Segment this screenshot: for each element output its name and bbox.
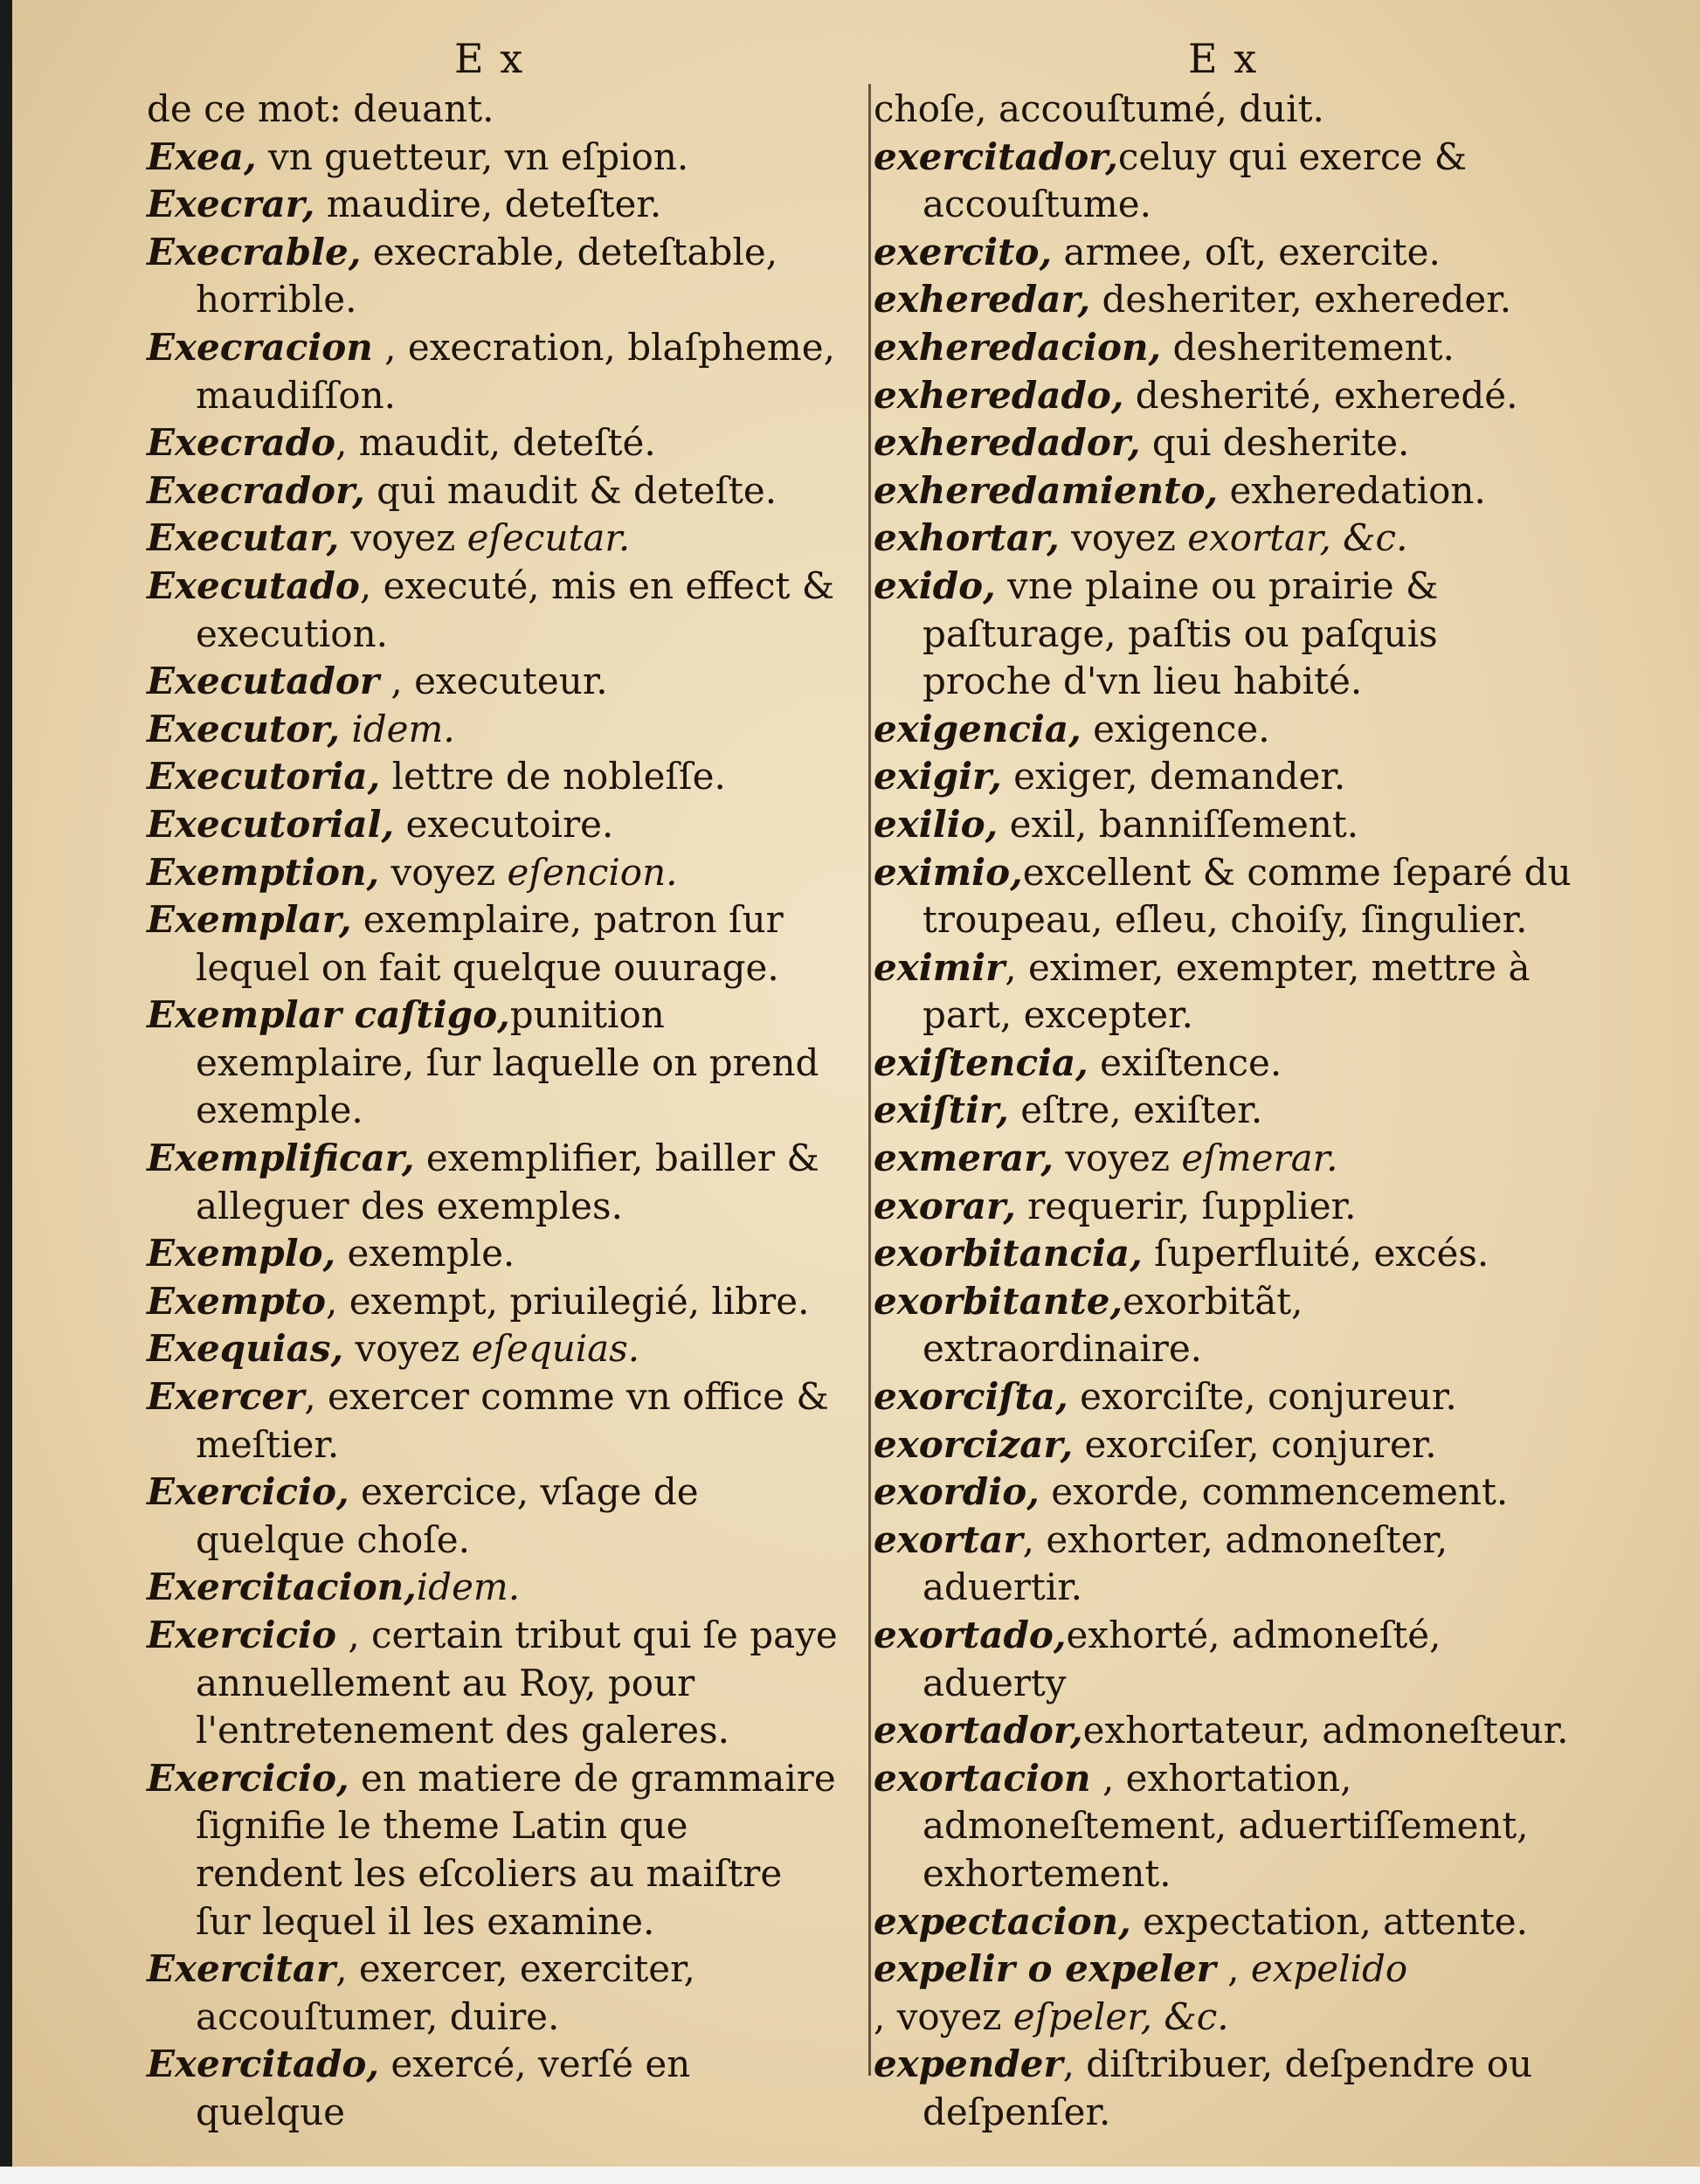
dictionary-entry <box>147 1946 846 2041</box>
definition: voyez <box>1053 1137 1182 1180</box>
definition: ſuperfluité, excés. <box>1142 1232 1489 1275</box>
headword: Exequias, <box>147 1327 344 1371</box>
definition: armee, oſt, exercite. <box>1052 230 1441 273</box>
definition: excellent & comme ſeparé du troupeau, eſleu, choiſy, ſingulier. <box>923 850 1572 942</box>
dictionary-entry <box>147 563 846 658</box>
cross-reference: expelido <box>1250 1947 1408 1991</box>
cross-reference: eſequias. <box>471 1327 640 1371</box>
dictionary-entry <box>874 1087 1572 1135</box>
headword: Exercitar <box>147 1947 336 1991</box>
headword: eximio, <box>874 850 1023 894</box>
headword: exilio, <box>874 802 999 846</box>
definition: expectation, attente. <box>1130 1899 1528 1943</box>
headword: Execrador, <box>147 468 365 512</box>
definition: desherité, exheredé. <box>1123 373 1518 417</box>
headword: exmerar, <box>874 1137 1054 1180</box>
dictionary-entry <box>147 419 846 467</box>
dictionary-entry <box>147 1373 846 1469</box>
dictionary-entry <box>147 753 846 801</box>
dictionary-entry <box>874 467 1572 515</box>
dictionary-entry <box>147 86 846 134</box>
cross-reference: idem. <box>416 1565 521 1609</box>
dictionary-entry <box>147 849 846 897</box>
headword: Executar, <box>147 516 340 560</box>
definition: exiſtence. <box>1088 1040 1282 1084</box>
headword: exortador, <box>874 1709 1083 1752</box>
dictionary-entry <box>874 1421 1572 1469</box>
headword: exiſtir, <box>874 1089 1009 1132</box>
definition: exhorté, admoneſté, aduerty <box>923 1614 1441 1704</box>
definition: , voyez <box>874 1994 1013 2038</box>
definition: , eximer, exempter, mettre à part, excepter. <box>923 945 1531 1037</box>
headword: Exempto <box>147 1279 326 1323</box>
headword: exortar <box>874 1517 1023 1561</box>
headword: Executorial, <box>147 802 395 846</box>
dictionary-entry <box>874 1373 1572 1421</box>
dictionary-entry <box>874 1517 1572 1612</box>
definition: executoire. <box>394 802 614 846</box>
dictionary-entry <box>874 706 1572 754</box>
headword: Exercitado, <box>147 2042 380 2086</box>
headword: exortado, <box>874 1614 1067 1656</box>
definition: maudire, deteſter. <box>314 183 662 226</box>
right-column <box>874 86 1572 2137</box>
dictionary-entry <box>874 324 1572 372</box>
dictionary-entry <box>147 992 846 1135</box>
dictionary-entry <box>874 1040 1572 1088</box>
left-running-head: E x <box>454 35 525 82</box>
definition: vn guetteur, vn eſpion. <box>256 135 689 178</box>
definition: qui maudit & deteſte. <box>364 468 777 512</box>
dictionary-entry <box>874 563 1572 706</box>
right-running-head: E x <box>1188 35 1259 82</box>
headword: exigencia, <box>874 707 1082 750</box>
definition <box>340 708 351 750</box>
definition: execrable, deteſtable, horrible. <box>196 230 778 321</box>
headword: exordio, <box>874 1470 1040 1514</box>
dictionary-entry <box>147 515 846 563</box>
headword: exheredar, <box>874 278 1091 321</box>
definition: exorbitãt, extraordinaire. <box>923 1279 1303 1371</box>
headword: Exercer <box>147 1375 305 1419</box>
dictionary-entry <box>874 229 1572 277</box>
definition: , maudit, deteſté. <box>335 421 656 465</box>
definition: voyez <box>1059 516 1188 560</box>
headword: Exercicio <box>147 1614 336 1656</box>
definition: exorde, commencement. <box>1039 1470 1509 1514</box>
definition: exhortateur, admoneſteur. <box>1082 1709 1569 1752</box>
definition: exercice, vſage de quelque choſe. <box>196 1470 699 1561</box>
headword: exheredamiento, <box>874 468 1219 512</box>
dictionary-entry <box>874 753 1572 801</box>
definition: exheredation. <box>1218 468 1486 512</box>
definition: de ce mot: deuant. <box>147 87 494 130</box>
headword: expelir o expeler <box>874 1947 1216 1991</box>
definition: desheriter, exhereder. <box>1090 278 1512 321</box>
dictionary-entry <box>874 419 1572 467</box>
headword: exorbitancia, <box>874 1232 1143 1275</box>
column-rule <box>868 84 871 2076</box>
headword: expectacion, <box>874 1899 1131 1943</box>
definition: , exempt, priuilegié, libre. <box>326 1279 810 1323</box>
headword: Execrar, <box>147 183 315 226</box>
headword: exorar, <box>874 1184 1016 1227</box>
headword: Exercicio, <box>147 1470 349 1514</box>
dictionary-entry <box>874 1135 1572 1183</box>
dictionary-entry <box>874 1612 1572 1707</box>
dictionary-entry <box>147 134 846 182</box>
dictionary-entry <box>874 276 1572 324</box>
headword: exorciſta, <box>874 1375 1068 1419</box>
headword: exiſtencia, <box>874 1040 1088 1084</box>
definition: , execration, blaſpheme, maudiſſon. <box>196 325 835 417</box>
dictionary-entry <box>874 1755 1572 1898</box>
headword: exheredado, <box>874 373 1124 417</box>
headword: exigir, <box>874 755 1002 798</box>
scan-border-bottom <box>0 2167 1700 2184</box>
definition: exemplifier, bailler & alleguer des exemples. <box>196 1137 819 1227</box>
definition: , executeur. <box>379 660 608 703</box>
dictionary-entry <box>874 1994 1572 2042</box>
dictionary-entry <box>147 181 846 229</box>
definition: voyez <box>379 850 508 894</box>
dictionary-entry <box>147 2041 846 2136</box>
headword: Executor, <box>147 707 340 750</box>
cross-reference: eſpeler, &c. <box>1012 1994 1229 2038</box>
dictionary-entry <box>147 1612 846 1755</box>
definition: en matiere de grammaire ſignifie le theme Latin que rendent les eſcoliers au maiſtre ſur lequel il les examine. <box>196 1756 836 1943</box>
definition: voyez <box>343 1327 472 1371</box>
dictionary-entry <box>874 849 1572 944</box>
dictionary-entry <box>147 1564 846 1612</box>
headword: Exemplar caſtigo, <box>147 993 510 1037</box>
headword: Execrable, <box>147 230 362 273</box>
definition: , exercer comme vn office & meſtier. <box>196 1375 829 1466</box>
headword: Exercicio, <box>147 1756 349 1800</box>
dictionary-entry <box>874 134 1572 229</box>
dictionary-entry <box>147 1469 846 1564</box>
dictionary-entry <box>147 801 846 849</box>
dictionary-entry <box>147 1325 846 1373</box>
definition: , exhorter, admoneſter, aduertir. <box>923 1517 1448 1609</box>
headword: exheredador, <box>874 421 1141 465</box>
definition: exil, banniſſement. <box>998 802 1359 846</box>
definition: punition exemplaire, ſur laquelle on prend exemple. <box>196 993 819 1132</box>
definition: , diſtribuer, deſpendre ou deſpenſer. <box>923 2042 1533 2133</box>
headword: exercito, <box>874 230 1053 273</box>
left-column <box>147 86 846 2137</box>
headword: Execracion <box>147 325 373 369</box>
definition: requerir, ſupplier. <box>1015 1184 1357 1227</box>
headword: exortacion <box>874 1756 1091 1800</box>
headword: Exea, <box>147 135 257 178</box>
headword: Exemplificar, <box>147 1137 415 1180</box>
dictionary-entry <box>874 1278 1572 1373</box>
headword: exercitador, <box>874 135 1118 178</box>
dictionary-entry <box>874 86 1572 134</box>
definition: celuy qui exerce & accouſtume. <box>923 135 1468 226</box>
dictionary-entry <box>147 658 846 706</box>
headword: exido, <box>874 563 996 607</box>
definition: exigence. <box>1081 707 1270 750</box>
definition: , exhortation, admoneſtement, aduertiſſement, exhortement. <box>923 1756 1529 1895</box>
headword: eximir <box>874 945 1005 989</box>
dictionary-entry <box>874 1183 1572 1231</box>
headword: exhortar, <box>874 516 1060 560</box>
dictionary-entry <box>874 944 1572 1040</box>
headword: Exemplar, <box>147 898 352 942</box>
headword: Exercitacion, <box>147 1565 417 1609</box>
headword: expender <box>874 2042 1063 2086</box>
definition: exiger, demander. <box>1001 755 1346 798</box>
dictionary-entry <box>147 1230 846 1278</box>
dictionary-entry <box>147 1278 846 1326</box>
definition: exemplaire, patron ſur lequel on fait quelque ouurage. <box>196 898 784 989</box>
definition: , certain tribut qui ſe paye annuellement au Roy, pour l'entretenement des galeres. <box>196 1614 838 1752</box>
definition: lettre de nobleſſe. <box>380 755 726 798</box>
dictionary-entry <box>147 229 846 324</box>
definition: qui desherite. <box>1140 421 1410 465</box>
headword: exorbitante, <box>874 1279 1123 1323</box>
dictionary-entry <box>147 1755 846 1946</box>
dictionary-entry <box>874 1230 1572 1278</box>
definition: exorciſte, conjureur. <box>1068 1375 1457 1419</box>
definition: , <box>1215 1947 1251 1991</box>
dictionary-entry <box>874 2041 1572 2136</box>
dictionary-entry <box>147 896 846 992</box>
dictionary-entry <box>874 372 1572 420</box>
dictionary-entry <box>147 467 846 515</box>
dictionary-entry <box>147 706 846 754</box>
scan-border-left <box>0 0 12 2184</box>
definition: voyez <box>339 516 467 560</box>
definition: desheritement. <box>1161 325 1455 369</box>
dictionary-entry <box>874 1898 1572 1946</box>
definition: , exercer, exerciter, accouſtumer, duire. <box>196 1947 695 2038</box>
definition: choſe, accouſtumé, duit. <box>874 87 1324 130</box>
headword: exheredacion, <box>874 325 1162 369</box>
dictionary-entry <box>874 801 1572 849</box>
dictionary-entry <box>147 324 846 419</box>
headword: Execrado <box>147 421 336 465</box>
dictionary-entry <box>874 1469 1572 1517</box>
definition: exemple. <box>335 1232 515 1275</box>
headword: exorcizar, <box>874 1422 1074 1466</box>
definition: , executé, mis en effect & execution. <box>196 563 835 655</box>
cross-reference: idem. <box>351 707 455 750</box>
dictionary-entry <box>874 1707 1572 1755</box>
cross-reference: eſmerar. <box>1181 1137 1338 1180</box>
cross-reference: exortar, &c. <box>1187 516 1408 560</box>
headword: Executado <box>147 563 360 607</box>
dictionary-entry <box>874 1946 1572 1994</box>
cross-reference: eſecutar. <box>466 516 631 560</box>
definition: exercé, verſé en quelque <box>196 2042 691 2133</box>
headword: Exemption, <box>147 850 380 894</box>
headword: Exemplo, <box>147 1232 336 1275</box>
dictionary-entry <box>874 515 1572 563</box>
cross-reference: eſencion. <box>507 850 678 894</box>
headword: Executoria, <box>147 755 381 798</box>
definition: eſtre, exiſter. <box>1008 1089 1263 1132</box>
definition: exorciſer, conjurer. <box>1073 1422 1437 1466</box>
headword: Executador <box>147 660 380 703</box>
dictionary-entry <box>147 1135 846 1230</box>
definition: vne plaine ou prairie & paſturage, paſtis ou paſquis proche d'vn lieu habité. <box>923 563 1439 703</box>
